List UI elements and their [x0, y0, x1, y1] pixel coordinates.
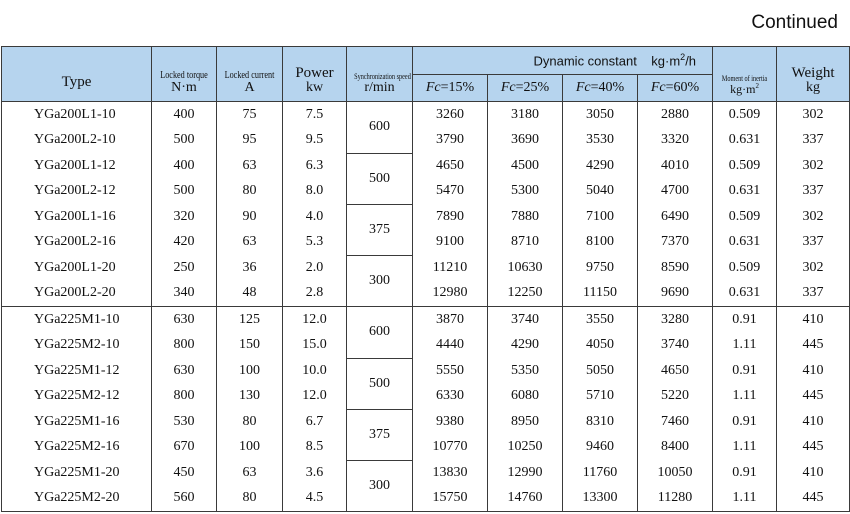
header-fc-value: =60%: [665, 79, 700, 95]
header-locked-torque: [152, 47, 217, 102]
cell-current: 90: [217, 204, 283, 230]
header-sync-speed-unit: r/min: [364, 80, 395, 96]
cell-inertia: 0.91: [713, 409, 777, 435]
cell-fc25: 3690: [488, 128, 563, 154]
cell-weight: 410: [777, 358, 850, 384]
cell-torque: 250: [152, 255, 217, 281]
cell-fc15: 12980: [413, 281, 488, 307]
cell-fc60: 4650: [638, 358, 713, 384]
cell-weight: 302: [777, 102, 850, 128]
cell-speed: 375: [347, 204, 413, 255]
cell-weight: 410: [777, 409, 850, 435]
cell-fc40: 8310: [563, 409, 638, 435]
cell-fc60: 8400: [638, 435, 713, 461]
cell-type: YGa200L2-16: [2, 230, 152, 256]
cell-inertia: 1.11: [713, 486, 777, 512]
cell-fc25: 7880: [488, 204, 563, 230]
header-moment-of-inertia-unit: kg·m: [730, 82, 756, 97]
cell-weight: 302: [777, 204, 850, 230]
table-row: [2, 204, 850, 230]
header-fc-value: =25%: [515, 79, 550, 95]
cell-fc25: 3180: [488, 102, 563, 128]
cell-current: 63: [217, 153, 283, 179]
cell-type: YGa200L1-16: [2, 204, 152, 230]
header-locked-torque-label: Locked torque: [160, 69, 208, 81]
header-weight-unit: kg: [806, 80, 821, 96]
cell-fc40: 5040: [563, 179, 638, 205]
cell-current: 130: [217, 384, 283, 410]
cell-type: YGa225M1-20: [2, 460, 152, 486]
table-body: [2, 102, 850, 512]
header-type: [2, 47, 152, 102]
cell-fc15: 5470: [413, 179, 488, 205]
cell-power: 3.6: [283, 460, 347, 486]
cell-fc15: 3870: [413, 307, 488, 333]
cell-fc15: 5550: [413, 358, 488, 384]
cell-fc15: 3790: [413, 128, 488, 154]
cell-fc60: 7460: [638, 409, 713, 435]
cell-speed: 300: [347, 460, 413, 512]
table-row: [2, 281, 850, 307]
table-row: [2, 384, 850, 410]
cell-torque: 400: [152, 153, 217, 179]
cell-power: 12.0: [283, 307, 347, 333]
cell-fc25: 14760: [488, 486, 563, 512]
cell-fc40: 11760: [563, 460, 638, 486]
cell-torque: 340: [152, 281, 217, 307]
cell-current: 80: [217, 179, 283, 205]
table-header: [2, 47, 850, 102]
cell-fc25: 5350: [488, 358, 563, 384]
cell-current: 80: [217, 486, 283, 512]
cell-type: YGa225M2-10: [2, 333, 152, 359]
cell-fc15: 9100: [413, 230, 488, 256]
header-fc-60: [638, 75, 713, 102]
header-weight-label: Weight: [791, 64, 835, 81]
cell-current: 95: [217, 128, 283, 154]
table-row: [2, 358, 850, 384]
cell-speed: 600: [347, 102, 413, 154]
cell-fc60: 11280: [638, 486, 713, 512]
header-fc-value: =40%: [590, 79, 625, 95]
cell-inertia: 0.631: [713, 179, 777, 205]
cell-torque: 400: [152, 102, 217, 128]
cell-type: YGa225M2-12: [2, 384, 152, 410]
header-type-label: Type: [61, 74, 92, 91]
cell-power: 5.3: [283, 230, 347, 256]
cell-torque: 420: [152, 230, 217, 256]
header-locked-current-label: Locked current: [224, 69, 275, 81]
cell-power: 8.0: [283, 179, 347, 205]
cell-power: 2.8: [283, 281, 347, 307]
cell-power: 12.0: [283, 384, 347, 410]
cell-power: 7.5: [283, 102, 347, 128]
cell-fc25: 4290: [488, 333, 563, 359]
cell-inertia: 1.11: [713, 435, 777, 461]
header-moment-of-inertia-label: Moment of inertia: [721, 74, 768, 84]
header-fc-prefix: Fc: [425, 79, 441, 95]
header-weight: [777, 47, 850, 102]
table-row: [2, 102, 850, 128]
header-dynamic-constant-label: Dynamic constant: [533, 53, 637, 69]
cell-inertia: 0.91: [713, 307, 777, 333]
cell-fc15: 9380: [413, 409, 488, 435]
header-fc-value: =15%: [440, 79, 475, 95]
table-row: [2, 230, 850, 256]
cell-inertia: 0.509: [713, 255, 777, 281]
cell-speed: 300: [347, 255, 413, 307]
cell-torque: 800: [152, 333, 217, 359]
cell-inertia: 0.91: [713, 460, 777, 486]
cell-current: 63: [217, 460, 283, 486]
cell-power: 4.5: [283, 486, 347, 512]
cell-power: 6.7: [283, 409, 347, 435]
cell-weight: 302: [777, 255, 850, 281]
cell-fc60: 10050: [638, 460, 713, 486]
cell-weight: 337: [777, 230, 850, 256]
cell-fc60: 4010: [638, 153, 713, 179]
table-row: [2, 307, 850, 333]
cell-fc40: 4050: [563, 333, 638, 359]
cell-inertia: 0.631: [713, 281, 777, 307]
cell-inertia: 0.509: [713, 153, 777, 179]
cell-fc40: 4290: [563, 153, 638, 179]
cell-fc60: 3320: [638, 128, 713, 154]
cell-type: YGa225M1-10: [2, 307, 152, 333]
header-locked-torque-unit: N·m: [171, 80, 197, 96]
cell-type: YGa200L1-12: [2, 153, 152, 179]
cell-inertia: 0.509: [713, 102, 777, 128]
cell-type: YGa225M2-16: [2, 435, 152, 461]
table-row: [2, 255, 850, 281]
cell-current: 150: [217, 333, 283, 359]
header-dynamic-constant-unit: kg·m: [651, 53, 681, 69]
cell-type: YGa225M1-12: [2, 358, 152, 384]
cell-weight: 410: [777, 307, 850, 333]
cell-weight: 337: [777, 179, 850, 205]
cell-power: 9.5: [283, 128, 347, 154]
table-row: [2, 153, 850, 179]
table-row: [2, 409, 850, 435]
cell-type: YGa200L1-10: [2, 102, 152, 128]
cell-fc60: 5220: [638, 384, 713, 410]
cell-fc40: 5710: [563, 384, 638, 410]
cell-fc40: 5050: [563, 358, 638, 384]
cell-fc40: 11150: [563, 281, 638, 307]
cell-torque: 800: [152, 384, 217, 410]
cell-fc40: 8100: [563, 230, 638, 256]
cell-power: 6.3: [283, 153, 347, 179]
cell-fc60: 6490: [638, 204, 713, 230]
cell-power: 8.5: [283, 435, 347, 461]
header-sync-speed-label: Synchronization speed: [354, 71, 411, 81]
cell-current: 100: [217, 358, 283, 384]
header-sync-speed: [347, 47, 413, 102]
cell-current: 36: [217, 255, 283, 281]
cell-current: 63: [217, 230, 283, 256]
table-row: [2, 460, 850, 486]
cell-fc25: 10250: [488, 435, 563, 461]
cell-weight: 337: [777, 128, 850, 154]
header-power-label: Power: [295, 64, 334, 81]
header-locked-current: [217, 47, 283, 102]
cell-fc25: 5300: [488, 179, 563, 205]
cell-inertia: 0.91: [713, 358, 777, 384]
cell-fc40: 9460: [563, 435, 638, 461]
table-row: [2, 435, 850, 461]
header-fc-prefix: Fc: [575, 79, 591, 95]
cell-type: YGa225M2-20: [2, 486, 152, 512]
cell-weight: 410: [777, 460, 850, 486]
cell-fc15: 15750: [413, 486, 488, 512]
cell-torque: 630: [152, 358, 217, 384]
table-row: [2, 128, 850, 154]
cell-torque: 450: [152, 460, 217, 486]
cell-torque: 670: [152, 435, 217, 461]
cell-power: 15.0: [283, 333, 347, 359]
cell-torque: 500: [152, 128, 217, 154]
cell-fc60: 8590: [638, 255, 713, 281]
cell-fc40: 3050: [563, 102, 638, 128]
cell-fc15: 6330: [413, 384, 488, 410]
cell-fc60: 7370: [638, 230, 713, 256]
cell-torque: 320: [152, 204, 217, 230]
cell-inertia: 0.631: [713, 128, 777, 154]
cell-type: YGa200L2-12: [2, 179, 152, 205]
cell-fc25: 12250: [488, 281, 563, 307]
cell-torque: 530: [152, 409, 217, 435]
header-moment-of-inertia: Moment of inertia $kg\cdot m^2$: [713, 47, 777, 102]
cell-fc25: 4500: [488, 153, 563, 179]
cell-fc15: 4440: [413, 333, 488, 359]
header-dynamic-constant: Dynamic constant $kg\cdot m^2/h$: [413, 47, 713, 75]
cell-weight: 445: [777, 384, 850, 410]
cell-power: 10.0: [283, 358, 347, 384]
cell-current: 48: [217, 281, 283, 307]
cell-torque: 500: [152, 179, 217, 205]
cell-fc25: 10630: [488, 255, 563, 281]
cell-fc60: 3280: [638, 307, 713, 333]
cell-fc15: 11210: [413, 255, 488, 281]
table-row: [2, 179, 850, 205]
cell-fc40: 13300: [563, 486, 638, 512]
cell-weight: 302: [777, 153, 850, 179]
header-fc-prefix: Fc: [650, 79, 666, 95]
cell-weight: 445: [777, 333, 850, 359]
cell-current: 125: [217, 307, 283, 333]
cell-fc25: 3740: [488, 307, 563, 333]
cell-fc25: 8710: [488, 230, 563, 256]
header-power-unit: kw: [305, 80, 324, 96]
cell-fc15: 7890: [413, 204, 488, 230]
cell-inertia: 0.631: [713, 230, 777, 256]
header-fc-40: [563, 75, 638, 102]
cell-fc60: 2880: [638, 102, 713, 128]
cell-current: 75: [217, 102, 283, 128]
cell-speed: 600: [347, 307, 413, 359]
table-row: [2, 333, 850, 359]
cell-type: YGa225M1-16: [2, 409, 152, 435]
cell-fc15: 10770: [413, 435, 488, 461]
header-power: [283, 47, 347, 102]
cell-power: 4.0: [283, 204, 347, 230]
cell-weight: 445: [777, 486, 850, 512]
cell-fc15: 4650: [413, 153, 488, 179]
cell-weight: 337: [777, 281, 850, 307]
cell-fc25: 8950: [488, 409, 563, 435]
cell-type: YGa200L1-20: [2, 255, 152, 281]
header-locked-current-unit: A: [244, 80, 255, 96]
cell-fc15: 13830: [413, 460, 488, 486]
cell-fc25: 6080: [488, 384, 563, 410]
cell-torque: 630: [152, 307, 217, 333]
cell-current: 80: [217, 409, 283, 435]
cell-current: 100: [217, 435, 283, 461]
motor-spec-table: [1, 46, 850, 512]
cell-speed: 500: [347, 358, 413, 409]
cell-type: YGa200L2-10: [2, 128, 152, 154]
cell-type: YGa200L2-20: [2, 281, 152, 307]
header-fc-25: [488, 75, 563, 102]
header-fc-15: [413, 75, 488, 102]
continued-label: Continued: [751, 12, 838, 33]
cell-torque: 560: [152, 486, 217, 512]
cell-speed: 500: [347, 153, 413, 204]
cell-fc15: 3260: [413, 102, 488, 128]
cell-speed: 375: [347, 409, 413, 460]
cell-inertia: 1.11: [713, 333, 777, 359]
header-fc-prefix: Fc: [500, 79, 516, 95]
table-row: [2, 486, 850, 512]
cell-fc40: 7100: [563, 204, 638, 230]
cell-fc60: 9690: [638, 281, 713, 307]
cell-fc60: 3740: [638, 333, 713, 359]
cell-inertia: 0.509: [713, 204, 777, 230]
cell-inertia: 1.11: [713, 384, 777, 410]
cell-fc60: 4700: [638, 179, 713, 205]
cell-power: 2.0: [283, 255, 347, 281]
cell-weight: 445: [777, 435, 850, 461]
cell-fc40: 3530: [563, 128, 638, 154]
cell-fc40: 9750: [563, 255, 638, 281]
cell-fc25: 12990: [488, 460, 563, 486]
cell-fc40: 3550: [563, 307, 638, 333]
